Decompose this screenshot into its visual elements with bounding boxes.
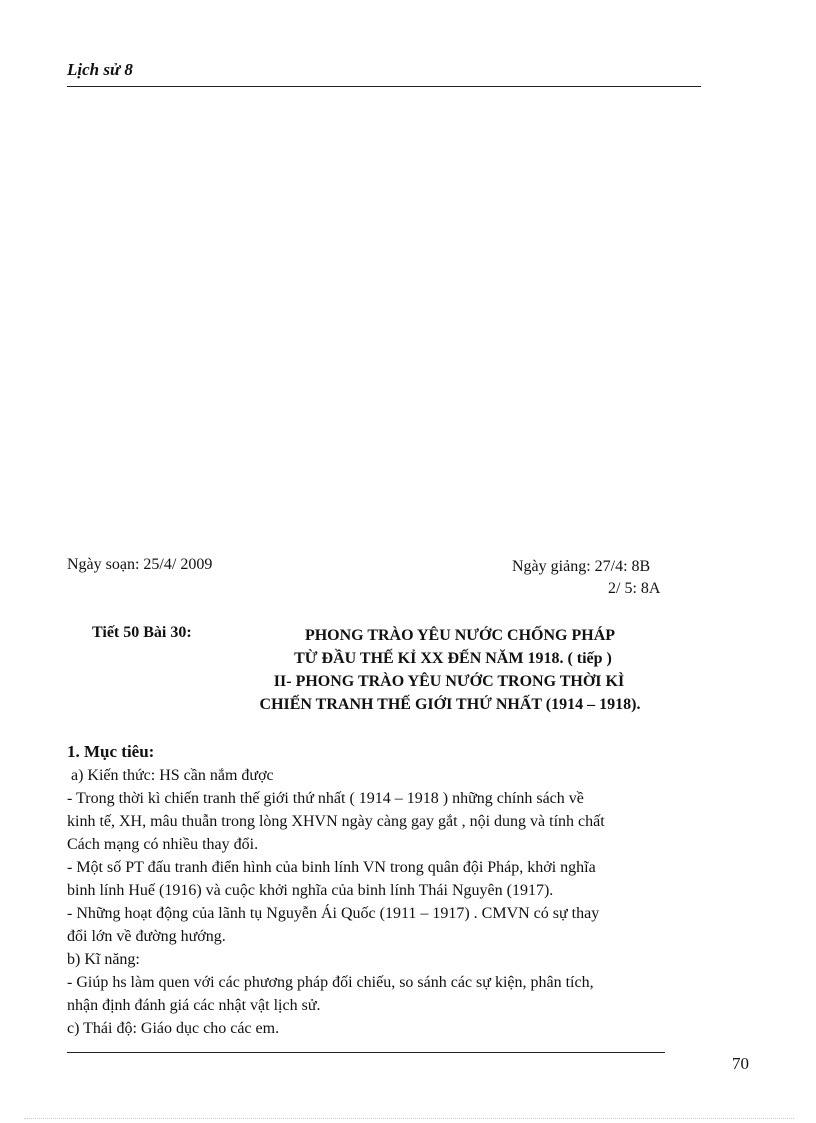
header-rule — [67, 86, 701, 87]
page-number: 70 — [732, 1054, 749, 1073]
teaching-date-line-1: Ngày giảng: 27/4: 8B — [512, 558, 651, 575]
teaching-dates — [512, 556, 660, 600]
running-header-title: Lịch sử 8 — [67, 60, 133, 79]
teaching-date-line-2: 2/ 5: 8A — [608, 580, 661, 597]
body-line: - Giúp hs làm quen với các phương pháp đối chiếu, so sánh các sự kiện, phân tích, — [67, 974, 594, 991]
body-line: - Một số PT đấu tranh điển hình của binh lính VN trong quân đội Pháp, khởi nghĩa — [67, 859, 596, 876]
body-line: kinh tế, XH, mâu thuẫn trong lòng XHVN ngày càng gay gắt , nội dung và tính chất — [67, 813, 605, 830]
lesson-title-line: PHONG TRÀO YÊU NƯỚC CHỐNG PHÁP — [304, 627, 616, 644]
body-line: nhận định đánh giá các nhật vật lịch sử. — [67, 997, 321, 1014]
footer-rule — [67, 1052, 665, 1053]
body-line: b) Kĩ năng: — [67, 951, 140, 968]
body-line: - Những hoạt động của lãnh tụ Nguyễn Ái Quốc (1911 – 1917) . CMVN có sự thay — [67, 905, 600, 922]
objectives-heading: 1. Mục tiêu: — [67, 742, 155, 761]
body-line: c) Thái độ: Giáo dục cho các em. — [67, 1020, 280, 1037]
body-line: - Trong thời kì chiến tranh thế giới thứ nhất ( 1914 – 1918 ) những chính sách về — [67, 790, 584, 807]
lesson-label: Tiết 50 Bài 30: — [92, 624, 192, 641]
lesson-title — [210, 624, 680, 716]
lesson-title-line: CHIẾN TRANH THẾ GIỚI THỨ NHẤT (1914 – 1918). — [259, 696, 641, 713]
body-line: đổi lớn về đường hướng. — [67, 928, 226, 945]
body-line: binh lính Huế (1916) và cuộc khởi nghĩa của binh lính Thái Nguyên (1917). — [67, 882, 554, 899]
body-line: a) Kiến thức: HS cần nắm được — [71, 767, 274, 784]
page-edge-dots — [24, 1118, 794, 1119]
prepared-date: Ngày soạn: 25/4/ 2009 — [67, 556, 213, 573]
lesson-title-line: TỪ ĐẦU THẾ KỈ XX ĐẾN NĂM 1918. ( tiếp ) — [294, 650, 612, 667]
objectives-section — [67, 740, 707, 1040]
body-line: Cách mạng có nhiều thay đổi. — [67, 836, 259, 853]
lesson-title-line: II- PHONG TRÀO YÊU NƯỚC TRONG THỜI KÌ — [273, 673, 625, 690]
